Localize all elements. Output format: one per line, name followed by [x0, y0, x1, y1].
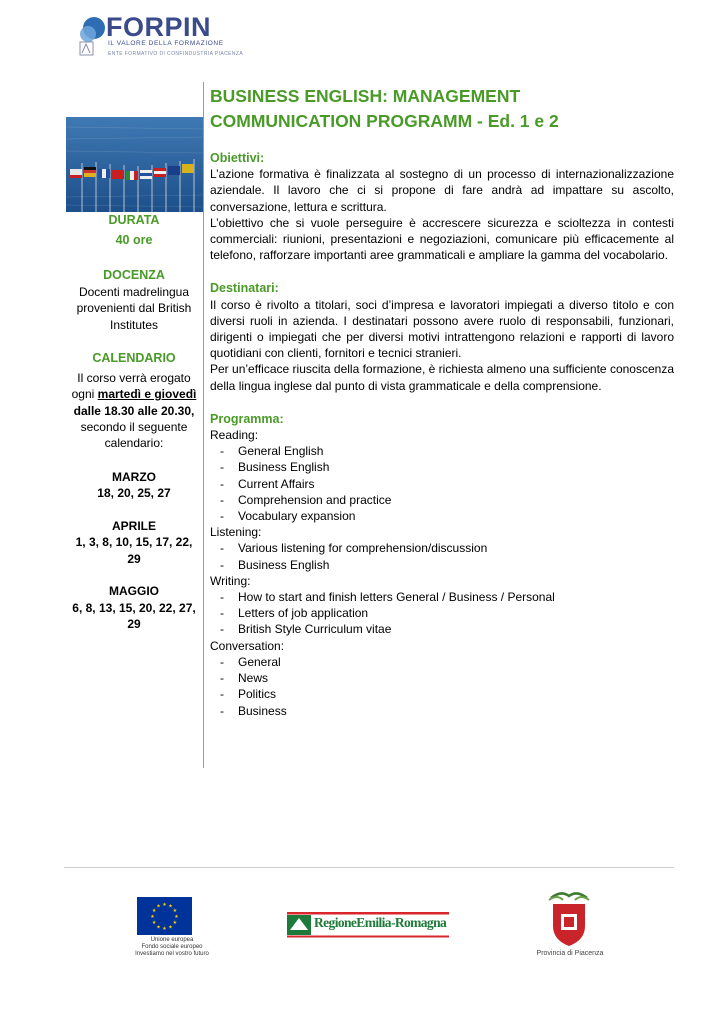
footer-divider	[64, 867, 674, 868]
calendario-line: secondo il seguente	[80, 420, 188, 434]
month-days: 6, 8, 13, 15, 20, 22, 27,	[72, 601, 196, 615]
docenza-line: Institutes	[109, 318, 159, 332]
svg-text:★: ★	[162, 926, 167, 932]
page-title: BUSINESS ENGLISH: MANAGEMENT COMMUNICATION PROGRAMM - Ed. 1 e 2	[210, 86, 559, 131]
svg-text:★: ★	[156, 924, 161, 931]
docenza-line: provenienti dal British	[76, 301, 192, 315]
list-item: - Business English	[210, 459, 674, 475]
brand-tagline: IL VALORE DELLA FORMAZIONE	[108, 40, 224, 47]
docenza-line: Docenti madrelingua	[78, 285, 190, 299]
svg-text:★: ★	[162, 902, 167, 908]
eu-caption-line: Unione europea	[150, 937, 194, 943]
obiettivi-paragraph: L’obiettivo che si vuole perseguire è accrescere sicurezza e scioltezza in contesti commerciali: riunioni, presentazioni e negoziazioni, comunicare più efficacemente al telefono, rafforzare importanti aree grammaticali e ampliare la gamma del vocabolario.	[210, 215, 674, 263]
calendario-line: Il corso verrà erogato	[77, 371, 191, 385]
brand-subtitle: ENTE FORMATIVO DI CONFINDUSTRIA PIACENZA	[108, 51, 244, 57]
program-section	[210, 573, 674, 638]
list-item: - News	[210, 670, 674, 686]
list-item: - Politics	[210, 686, 674, 702]
obiettivi-paragraph: L’azione formativa è finalizzata al sostegno di un processo di internazionalizzazione aziendale. Il lavoro che ci si propone di fare andrà ad impattare su ascolto, conversazione, lettura e scrittura.	[210, 167, 674, 214]
column-divider	[203, 82, 204, 768]
list-item: - General	[210, 654, 674, 670]
program-section-heading: Reading:	[210, 428, 259, 443]
list-item: - British Style Curriculum vitae	[210, 621, 674, 637]
svg-text:★: ★	[168, 924, 173, 931]
calendario-label: CALENDARIO	[92, 351, 176, 365]
destinatari-heading: Destinatari:	[210, 281, 279, 296]
list-item: - Vocabulary expansion	[210, 508, 674, 524]
provincia-crest-icon	[543, 888, 595, 948]
month-days: 1, 3, 8, 10, 15, 17, 22,	[75, 535, 193, 549]
programma-heading: Programma:	[210, 411, 284, 426]
svg-text:★: ★	[150, 914, 155, 920]
destinatari-paragraph: Il corso è rivolto a titolari, soci d’impresa e lavoratori impiegati a diverso titolo e con diversi ruoli in azienda. I destinatari possono avere ruolo di responsabili, funzionari, dirigenti o impiegati che per diversi motivi intrattengono relazioni e rapporti di lavoro quotidiani con clienti, fornitori e tecnici stranieri.	[210, 297, 674, 361]
svg-text:★: ★	[172, 908, 178, 914]
list-item: - How to start and finish letters General / Business / Personal	[210, 589, 674, 605]
durata-value: 40 ore	[115, 233, 153, 247]
main-content	[210, 84, 674, 719]
svg-text:★: ★	[151, 908, 157, 914]
eu-caption-line: Investiamo nel vostro futuro	[135, 951, 209, 958]
forpin-emblem-icon	[76, 16, 106, 58]
forpin-logo	[76, 14, 246, 62]
list-item: - Comprehension and practice	[210, 492, 674, 508]
month-days: 29	[127, 552, 141, 566]
month-name: APRILE	[111, 519, 156, 533]
program-section	[210, 524, 674, 573]
rer-wordmark: RegioneEmilia-Romagna	[314, 915, 447, 930]
calendario-line	[64, 386, 204, 402]
month-days: 29	[127, 617, 141, 631]
list-item: - General English	[210, 443, 674, 459]
month-name: MAGGIO	[109, 584, 159, 598]
eu-flag-icon	[137, 897, 192, 935]
eu-caption	[132, 937, 212, 959]
provincia-caption: Provincia di Piacenza	[536, 950, 604, 957]
brand-name: FORPIN	[106, 12, 212, 42]
durata-label: DURATA	[108, 213, 160, 227]
calendario-line: calendario:	[104, 436, 164, 450]
flags-photo	[66, 117, 204, 212]
eu-caption-line: Fondo sociale europeo	[141, 944, 203, 951]
list-item: - Business English	[210, 557, 674, 573]
list-item: - Letters of job application	[210, 605, 674, 621]
list-item: - Business	[210, 703, 674, 719]
month-days: 18, 20, 25, 27	[97, 486, 171, 500]
program-section	[210, 427, 674, 524]
svg-text:★: ★	[156, 903, 161, 910]
list-item: - Current Affairs	[210, 476, 674, 492]
program-section-heading: Conversation:	[210, 638, 285, 653]
regione-emilia-romagna-logo	[287, 912, 449, 938]
program-section-heading: Writing:	[210, 573, 251, 588]
svg-text:★: ★	[168, 903, 173, 910]
program-section-heading: Listening:	[210, 525, 262, 540]
calendario-ogni: ogni	[71, 387, 98, 401]
destinatari-paragraph: Per un’efficace riuscita della formazione, è richiesta almeno una sufficiente conoscenza della lingua inglese dal punto di vista grammaticale e della comprensione.	[210, 362, 674, 393]
calendario-hours: dalle 18.30 alle 20.30,	[73, 404, 195, 418]
svg-text:★: ★	[172, 920, 178, 926]
docenza-label: DOCENZA	[103, 268, 165, 282]
month-name: MARZO	[112, 470, 156, 484]
program-section	[210, 638, 674, 719]
svg-text:★: ★	[174, 914, 179, 920]
list-item: - Various listening for comprehension/discussion	[210, 540, 674, 556]
calendario-days: martedì e giovedì	[97, 387, 197, 401]
svg-text:★: ★	[151, 920, 157, 926]
obiettivi-heading: Obiettivi:	[210, 151, 265, 165]
